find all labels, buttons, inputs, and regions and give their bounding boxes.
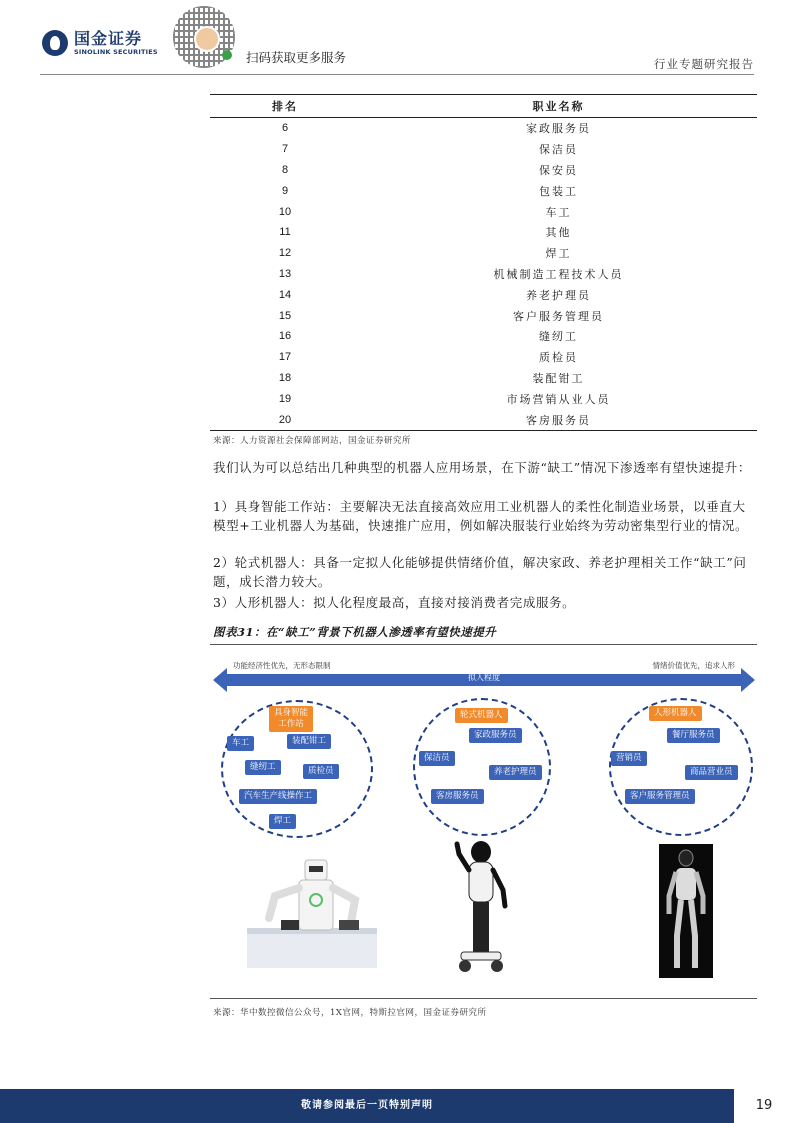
job-cell: 缝纫工 xyxy=(539,330,578,344)
paragraph-point-2: 2）轮式机器人：具备一定拟人化能够提供情绪价值，解决家政、养老护理相关工作“缺工”问题，成长潜力较大。 xyxy=(213,555,747,589)
table-row xyxy=(210,284,757,305)
job-cell: 焊工 xyxy=(545,247,572,261)
job-cell: 家政服务员 xyxy=(526,122,591,136)
table-row xyxy=(210,305,757,326)
page-header xyxy=(0,0,794,78)
tag-chip: 餐厅服务员 xyxy=(667,728,720,743)
page-number: 19 xyxy=(755,1098,773,1113)
logo-en: SINOLINK SECURITIES xyxy=(74,47,158,56)
logo-icon xyxy=(42,30,68,56)
tag-chip: 养老护理员 xyxy=(489,765,542,780)
table-row xyxy=(210,368,757,389)
job-cell: 质检员 xyxy=(539,351,578,365)
table-row xyxy=(210,264,757,285)
table-row xyxy=(210,201,757,222)
rank-cell: 9 xyxy=(281,184,289,197)
column-header-rank: 排名 xyxy=(210,95,360,118)
rank-cell: 11 xyxy=(279,226,291,239)
tag-chip: 焊工 xyxy=(269,814,296,829)
tag-chip: 客户服务管理员 xyxy=(625,789,695,804)
occupation-shortage-table xyxy=(210,94,757,431)
tag-chip: 营销员 xyxy=(611,751,647,766)
workstation-robot-image xyxy=(247,856,377,968)
column-header-job: 职业名称 xyxy=(360,95,757,118)
group-title-humanoid: 人形机器人 xyxy=(649,706,702,721)
job-cell: 其他 xyxy=(545,226,572,240)
job-cell: 装配钳工 xyxy=(532,371,585,385)
job-cell: 养老护理员 xyxy=(526,288,591,302)
figure-title: 图表31：在“缺工”背景下机器人渗透率有望快速提升 xyxy=(213,625,497,639)
table-header-row xyxy=(210,95,757,118)
table-row xyxy=(210,388,757,409)
paragraph-point-3: 3）人形机器人：拟人化程度最高，直接对接消费者完成服务。 xyxy=(213,595,576,610)
table-row xyxy=(210,222,757,243)
table-row xyxy=(210,118,757,139)
rank-cell: 8 xyxy=(281,163,289,176)
rank-cell: 7 xyxy=(281,143,289,156)
tag-chip: 质检员 xyxy=(303,764,339,779)
job-cell: 市场营销从业人员 xyxy=(506,392,611,406)
tag-chip: 装配钳工 xyxy=(287,734,331,749)
footer-notice: 敬请参阅最后一页特别声明 xyxy=(301,1100,433,1111)
tag-chip: 缝纫工 xyxy=(245,760,281,775)
table-row xyxy=(210,160,757,181)
group-title-wheeled: 轮式机器人 xyxy=(455,708,508,723)
rank-cell: 14 xyxy=(278,288,292,301)
table-source: 来源：人力资源社会保障部网站，国金证券研究所 xyxy=(213,436,412,446)
figure-source: 来源：华中数控微信公众号，1X官网，特斯拉官网，国金证券研究所 xyxy=(213,1008,487,1018)
figure-top-rule xyxy=(210,644,757,645)
wheeled-robot-image xyxy=(449,840,513,980)
tag-chip: 家政服务员 xyxy=(469,728,522,743)
group-title-workstation: 具身智能 工作站 xyxy=(269,706,313,732)
job-cell: 车工 xyxy=(545,205,572,219)
qr-avatar-icon xyxy=(194,26,220,52)
tag-chip: 客房服务员 xyxy=(431,789,484,804)
rank-cell: 20 xyxy=(210,409,360,430)
rank-cell: 15 xyxy=(278,309,292,322)
job-cell: 客房服务员 xyxy=(360,409,757,430)
paragraph-point-1: 1）具身智能工作站：主要解决无法直接高效应用工业机器人的柔性化制造业场景，以垂直大模型+工业机器人为基础，快速推广应用，例如解决服装行业始终为劳动密集型行业的情况。 xyxy=(213,499,749,533)
table-row xyxy=(210,243,757,264)
job-cell: 保安员 xyxy=(539,163,578,177)
tag-chip: 保洁员 xyxy=(419,751,455,766)
tag-chip: 商品营业员 xyxy=(685,765,738,780)
rank-cell: 13 xyxy=(278,267,292,280)
rank-cell: 6 xyxy=(281,122,289,135)
rank-cell: 12 xyxy=(278,247,292,260)
arrow-middle-label: 拟人程度 xyxy=(468,673,500,682)
table-row xyxy=(210,326,757,347)
rank-cell: 17 xyxy=(278,351,292,364)
tag-chip: 汽车生产线操作工 xyxy=(239,789,317,804)
rank-cell: 10 xyxy=(278,205,292,218)
job-cell: 客户服务管理员 xyxy=(513,309,604,323)
figure-bottom-rule xyxy=(210,998,757,999)
table-body xyxy=(210,118,757,431)
humanoid-robot-image xyxy=(659,844,713,978)
rank-cell: 18 xyxy=(278,371,292,384)
job-cell: 机械制造工程技术人员 xyxy=(493,267,624,281)
job-cell: 保洁员 xyxy=(539,143,578,157)
rank-cell: 19 xyxy=(278,392,292,405)
rank-cell: 16 xyxy=(278,330,292,343)
scan-text: 扫码获取更多服务 xyxy=(246,50,347,65)
table-row xyxy=(210,347,757,368)
header-divider xyxy=(40,74,754,75)
table-row xyxy=(210,409,757,430)
logo-cn: 国金证券 xyxy=(74,28,143,48)
table-row xyxy=(210,180,757,201)
qr-badge-icon xyxy=(222,50,232,60)
robot-application-figure xyxy=(213,652,755,992)
job-cell: 包装工 xyxy=(539,184,578,198)
report-type: 行业专题研究报告 xyxy=(654,57,754,71)
arrow-right-label: 情绪价值优先，追求人形 xyxy=(652,661,735,670)
arrow-left-label: 功能经济性优先，无形态限制 xyxy=(233,661,331,670)
tag-chip: 车工 xyxy=(227,736,254,751)
table-row xyxy=(210,139,757,160)
sinolink-logo xyxy=(42,30,158,56)
paragraph-intro: 我们认为可以总结出几种典型的机器人应用场景，在下游“缺工”情况下渗透率有望快速提升： xyxy=(213,460,751,475)
